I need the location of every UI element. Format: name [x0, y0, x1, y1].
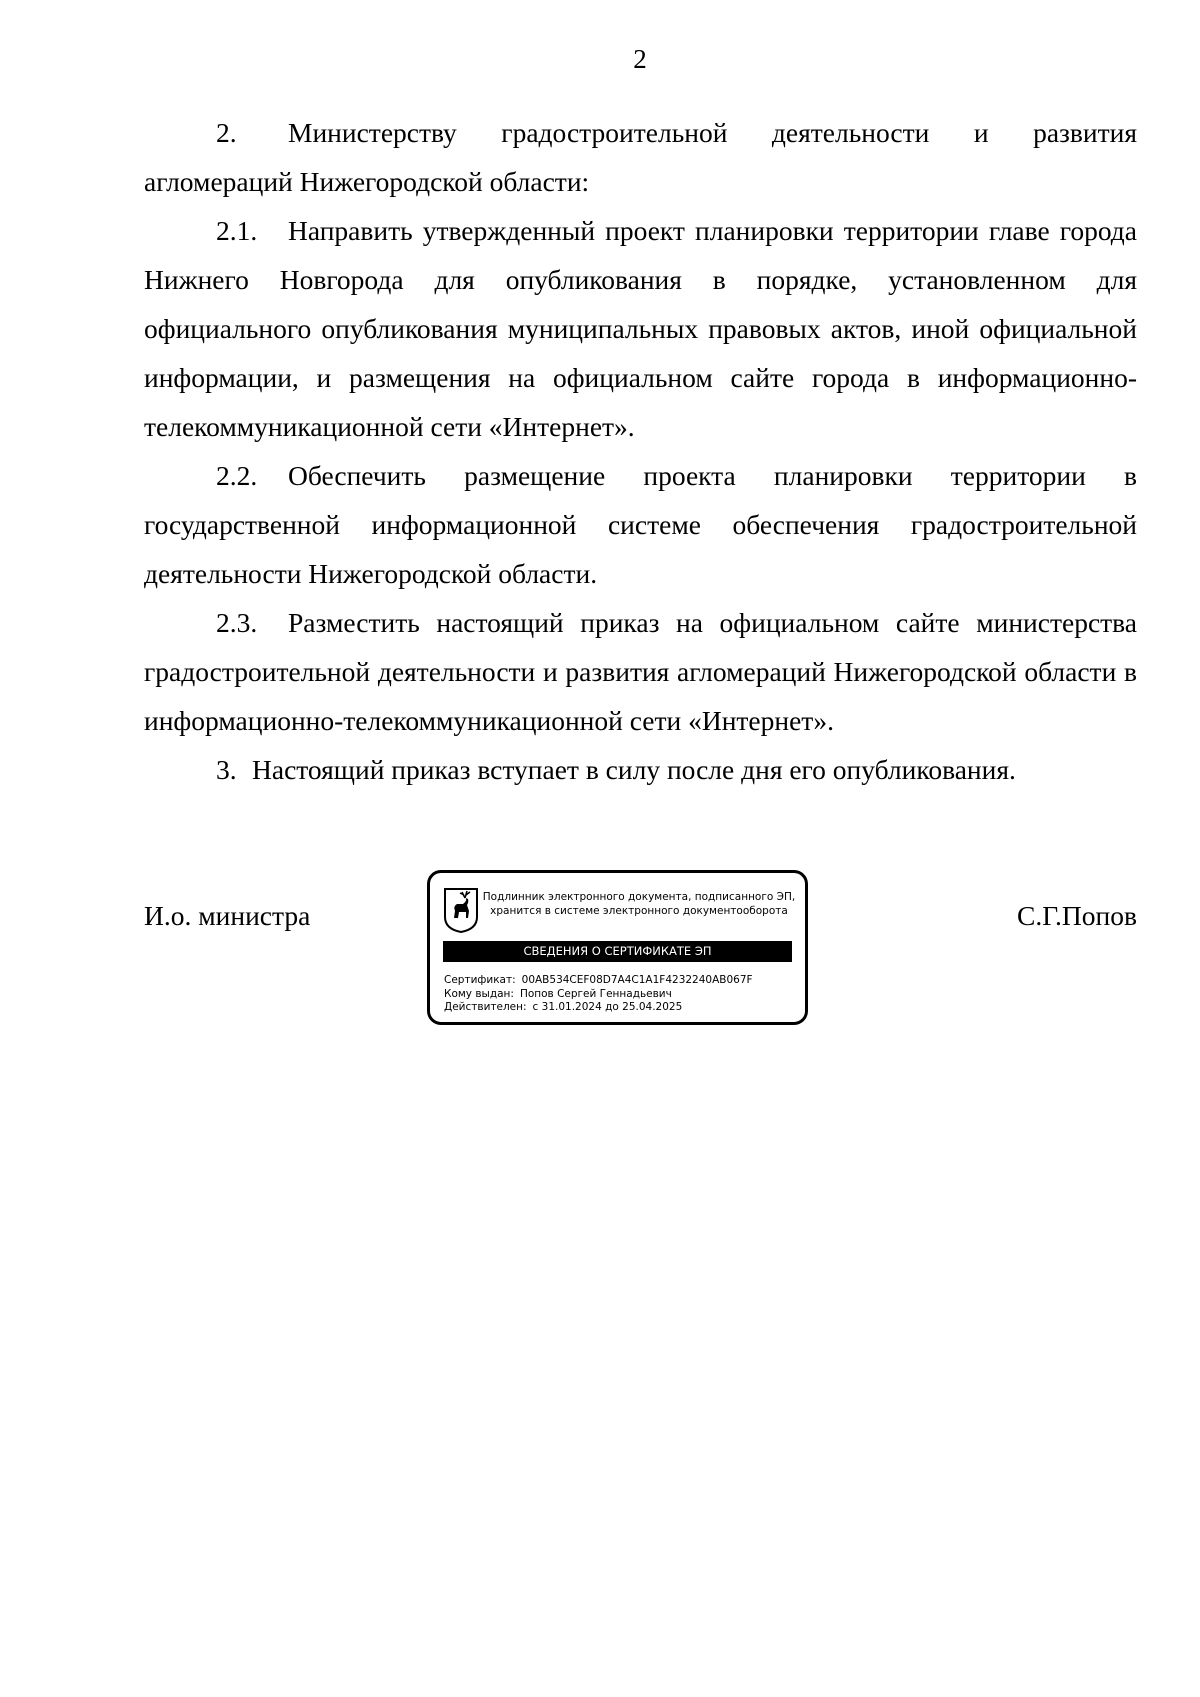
paragraph-2: [144, 108, 1137, 206]
stamp-title-bar: СВЕДЕНИЯ О СЕРТИФИКАТЕ ЭП: [443, 941, 792, 962]
paragraph-number: 2.3.: [216, 607, 258, 638]
paragraph-2-3: [144, 598, 1137, 745]
paragraph-number: 2.2.: [216, 460, 258, 491]
paragraph-2-2: [144, 451, 1137, 598]
paragraph-number: 2.: [216, 117, 237, 148]
signer-name: С.Г.Попов: [1017, 900, 1137, 931]
electronic-signature-stamp: [427, 870, 808, 1025]
validity-value: с 31.01.2024 до 25.04.2025: [532, 1001, 683, 1013]
signature-block: [144, 870, 1137, 1030]
document-body: [144, 108, 1137, 794]
paragraph-text: Направить утвержденный проект планировки территории главе города Нижнего Новгорода для опубликования в порядке, установленном для официального опубликования муниципальных правовых актов, иной официальной информации, и размещения на официальном сайте города в информационно-телекоммуникационной сети «Интернет».: [144, 215, 1137, 442]
owner-label: Кому выдан:: [444, 987, 514, 1000]
coat-of-arms-deer-icon: [443, 887, 479, 933]
certificate-value: 00AB534CEF08D7A4C1A1F4232240AB067F: [521, 974, 753, 986]
stamp-details: [444, 974, 753, 1015]
certificate-label: Сертификат:: [444, 974, 516, 986]
owner-row: [444, 988, 753, 1002]
signer-title: И.о. министра: [144, 900, 311, 931]
validity-row: [444, 1001, 753, 1015]
paragraph-text: Разместить настоящий приказ на официальном сайте министерства градостроительной деятельности и развития агломераций Нижегородской области в информационно-телекоммуникационной сети «Интернет».: [144, 607, 1137, 736]
paragraph-3: [144, 745, 1137, 794]
page-number: 2: [633, 44, 647, 74]
stamp-header: [480, 890, 798, 918]
certificate-row: [444, 974, 753, 988]
validity-label: Действителен:: [444, 1001, 527, 1013]
stamp-header-line: Подлинник электронного документа, подписанного ЭП,: [482, 891, 796, 903]
paragraph-text: Министерству градостроительной деятельности и развития агломераций Нижегородской области:: [144, 117, 1137, 197]
paragraph-text: Обеспечить размещение проекта планировки территории в государственной информационной системе обеспечения градостроительной деятельности Нижегородской области.: [144, 460, 1137, 589]
paragraph-2-1: [144, 206, 1137, 451]
paragraph-number: 2.1.: [216, 215, 258, 246]
owner-value: Попов Сергей Геннадьевич: [519, 987, 672, 1000]
paragraph-number: 3.: [216, 754, 237, 785]
paragraph-text: Настоящий приказ вступает в силу после дня его опубликования.: [252, 754, 1016, 785]
stamp-header-line: хранится в системе электронного документооборота: [490, 905, 788, 917]
